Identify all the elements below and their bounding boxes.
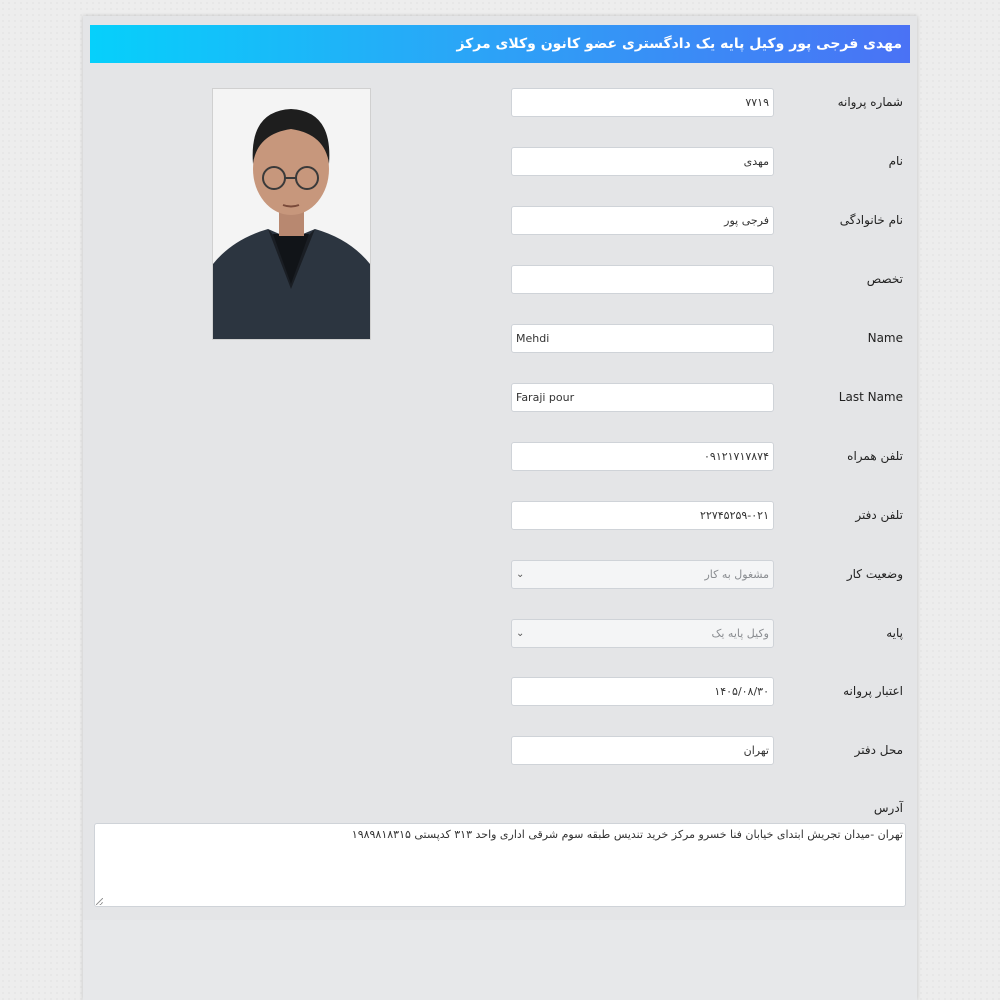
form-row bbox=[83, 324, 917, 354]
address-label: آدرس bbox=[873, 801, 903, 815]
form-row bbox=[83, 736, 917, 766]
form-row bbox=[83, 619, 917, 649]
form-row bbox=[83, 265, 917, 295]
form-row bbox=[83, 147, 917, 177]
address-value: تهران -میدان تجریش ابتدای خیابان فنا خسرو مرکز خرید تندیس طبقه سوم شرقی اداری واحد ۳۱۳ کدپستی ۱۹۸۹۸۱۸۳۱۵ bbox=[351, 828, 903, 841]
office-location-field[interactable]: تهران bbox=[511, 736, 774, 765]
license-number-label: شماره پروانه bbox=[837, 95, 903, 109]
form-row bbox=[83, 501, 917, 531]
license-number-field[interactable]: ۷۷۱۹ bbox=[511, 88, 774, 117]
mobile-phone-field[interactable]: ۰۹۱۲۱۷۱۷۸۷۴ bbox=[511, 442, 774, 471]
page-title: مهدی فرجی پور وکیل پایه یک دادگستری عضو کانون وکلای مرکز bbox=[90, 25, 910, 63]
form-row bbox=[83, 206, 917, 236]
work-status-value: مشغول به کار bbox=[704, 568, 769, 581]
grade-select[interactable] bbox=[511, 619, 774, 648]
name-en-field[interactable]: Mehdi bbox=[511, 324, 774, 353]
form-row bbox=[83, 560, 917, 590]
form-row bbox=[83, 383, 917, 413]
first-name-fa-field[interactable]: مهدی bbox=[511, 147, 774, 176]
form-row bbox=[83, 88, 917, 118]
office-phone-label: تلفن دفتر bbox=[855, 508, 903, 522]
work-status-select[interactable] bbox=[511, 560, 774, 589]
office-phone-field[interactable]: ۲۲۷۴۵۲۵۹-۰۲۱ bbox=[511, 501, 774, 530]
chevron-down-icon: ⌄ bbox=[516, 569, 525, 580]
last-name-en-label: Last Name bbox=[838, 390, 903, 404]
grade-value: وکیل پایه یک bbox=[711, 627, 769, 640]
license-validity-field[interactable]: ۱۴۰۵/۰۸/۳۰ bbox=[511, 677, 774, 706]
specialty-field[interactable] bbox=[511, 265, 774, 294]
name-en-label: Name bbox=[867, 331, 903, 345]
last-name-fa-label: نام خانوادگی bbox=[839, 213, 903, 227]
panel-footer-area bbox=[83, 920, 917, 1000]
form-row bbox=[83, 677, 917, 707]
office-location-label: محل دفتر bbox=[854, 743, 903, 757]
last-name-fa-field[interactable]: فرجی پور bbox=[511, 206, 774, 235]
chevron-down-icon: ⌄ bbox=[516, 628, 525, 639]
last-name-en-field[interactable]: Faraji pour bbox=[511, 383, 774, 412]
address-textarea[interactable] bbox=[94, 823, 906, 907]
work-status-label: وضعیت کار bbox=[846, 567, 903, 581]
grade-label: پایه bbox=[886, 626, 903, 640]
first-name-fa-label: نام bbox=[888, 154, 903, 168]
resize-handle-icon[interactable] bbox=[96, 898, 103, 905]
member-profile-panel bbox=[83, 16, 917, 1000]
form-row bbox=[83, 442, 917, 472]
license-validity-label: اعتبار پروانه bbox=[843, 684, 903, 698]
mobile-phone-label: تلفن همراه bbox=[847, 449, 903, 463]
specialty-label: تخصص bbox=[866, 272, 903, 286]
